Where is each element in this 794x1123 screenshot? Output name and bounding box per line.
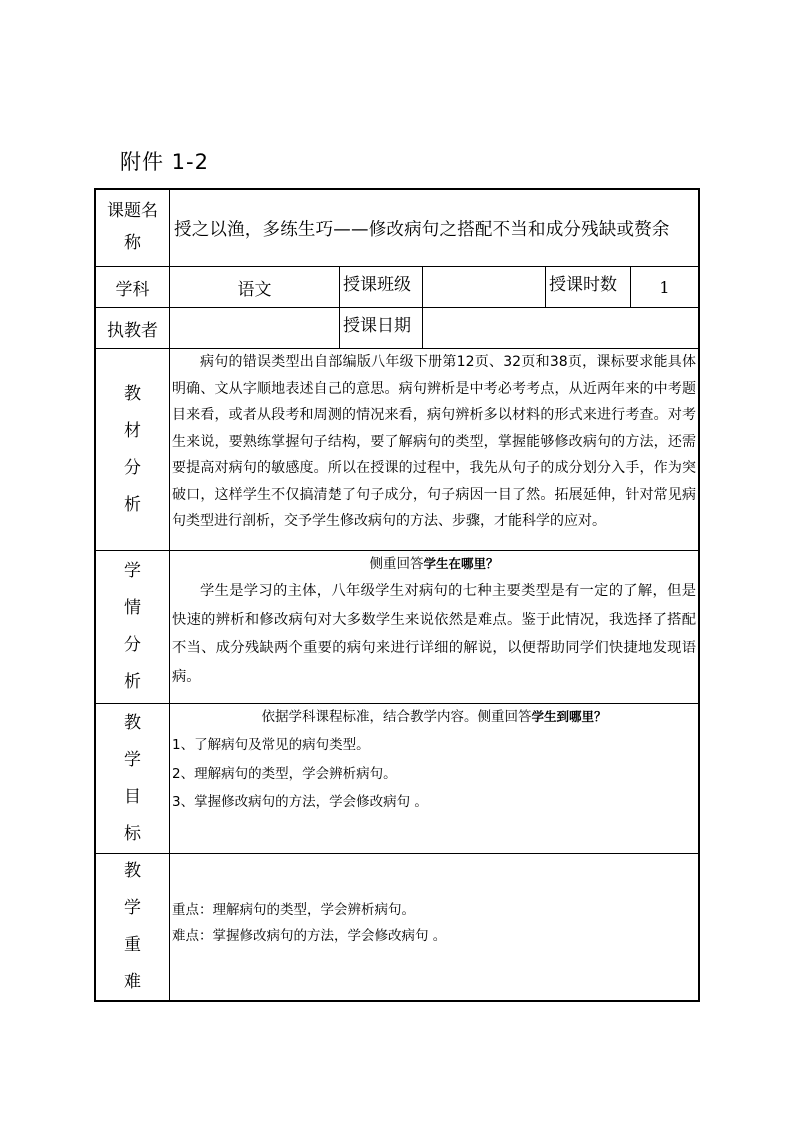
goal-item: 2、理解病句的类型，学会辨析病句。 bbox=[172, 765, 397, 782]
goal-item: 1、了解病句及常见的病句类型。 bbox=[172, 737, 370, 753]
material-label bbox=[96, 349, 169, 550]
key-label-char: 重 bbox=[124, 935, 141, 955]
material-label-char: 教 bbox=[124, 383, 141, 404]
topic-label-line1: 课题名 bbox=[107, 201, 158, 221]
lesson-plan-table bbox=[94, 188, 700, 1002]
key-difficult-points bbox=[172, 854, 696, 1000]
hours-value: 1 bbox=[659, 277, 670, 297]
student-analysis-text: 学生是学习的主体，八年级学生对病句的七种主要类型是有一定的了解，但是快速的辨析和修改病句对大多数学生来说依然是难点。鉴于此情况，我选择了搭配不当、成分残缺两个重要的病句来进行详细的解说，以便帮助同学们快捷地发现语病。 bbox=[172, 583, 696, 685]
topic-label-line2: 称 bbox=[124, 233, 141, 253]
student-label-char: 析 bbox=[124, 672, 141, 692]
key-label-char: 难 bbox=[124, 972, 141, 992]
student-heading-bold: 学生在哪里？ bbox=[423, 556, 499, 571]
goal-heading bbox=[172, 704, 696, 730]
difficult-point: 难点：掌握修改病句的方法，学会修改病句 。 bbox=[172, 928, 447, 944]
goal-item: 3、掌握修改病句的方法，学会修改病句 。 bbox=[172, 794, 428, 810]
topic-label bbox=[96, 190, 169, 266]
hours-label: 授课时数 bbox=[549, 275, 617, 295]
student-label-char: 分 bbox=[124, 635, 141, 655]
cell-divider bbox=[339, 266, 340, 348]
teacher-label: 执教者 bbox=[107, 320, 158, 341]
date-label: 授课日期 bbox=[343, 316, 411, 336]
table-border-right bbox=[698, 188, 700, 1002]
class-label: 授课班级 bbox=[343, 275, 411, 295]
student-heading bbox=[172, 551, 696, 577]
attachment-label: 附件 1-2 bbox=[120, 150, 209, 174]
goal-label bbox=[96, 704, 169, 853]
goal-heading-bold: 学生到哪里？ bbox=[531, 709, 607, 724]
topic-title: 授之以渔，多练生巧——修改病句之搭配不当和成分残缺或赘余 bbox=[174, 219, 670, 240]
material-label-char: 分 bbox=[124, 457, 141, 478]
goal-label-char: 教 bbox=[124, 712, 141, 733]
student-label-char: 学 bbox=[124, 561, 141, 581]
goal-label-char: 学 bbox=[124, 749, 141, 770]
material-label-char: 析 bbox=[124, 494, 141, 515]
student-label-char: 情 bbox=[124, 598, 141, 618]
subject-value: 语文 bbox=[237, 279, 272, 300]
material-analysis-text: 病句的错误类型出自部编版八年级下册第12页、32页和38页，课标要求能具体明确、文从字顺地表述自己的意思。病句辨析是中考必考考点，从近两年来的中考题目来看，或者从段考和周测的情况来看，病句辨析多以材料的形式来进行考查。对考生来说，要熟练掌握句子结构，要了解病句的类型，掌握能够修改病句的方法，还需要提高对病句的敏感度。所以在授课的过程中，我先从句子的成分划分入手，作为突破口，这样学生不仅搞清楚了句子成分，句子病因一目了然。拓展延伸，针对常见病句类型进行剖析，交予学生修改病句的方法、步骤，才能科学的应对。 bbox=[172, 354, 696, 529]
key-label-char: 学 bbox=[124, 898, 141, 918]
student-analysis bbox=[172, 551, 696, 703]
student-label bbox=[96, 551, 169, 703]
student-heading-normal: 侧重回答 bbox=[369, 556, 424, 572]
teaching-goals bbox=[172, 704, 696, 853]
date-value bbox=[423, 308, 698, 348]
material-label-char: 材 bbox=[124, 420, 141, 441]
teacher-value bbox=[170, 308, 339, 348]
key-label-char: 教 bbox=[124, 861, 141, 881]
key-point: 重点：理解病句的类型，学会辨析病句。 bbox=[172, 902, 415, 918]
key-label bbox=[96, 854, 169, 1000]
goal-label-char: 标 bbox=[124, 823, 141, 844]
goal-label-char: 目 bbox=[124, 786, 141, 807]
subject-label: 学科 bbox=[115, 279, 150, 300]
class-value bbox=[423, 267, 545, 307]
goal-heading-normal: 依据学科课程标准，结合教学内容。侧重回答 bbox=[261, 709, 532, 725]
cell-divider bbox=[545, 266, 546, 307]
table-border-bottom bbox=[94, 1000, 700, 1002]
